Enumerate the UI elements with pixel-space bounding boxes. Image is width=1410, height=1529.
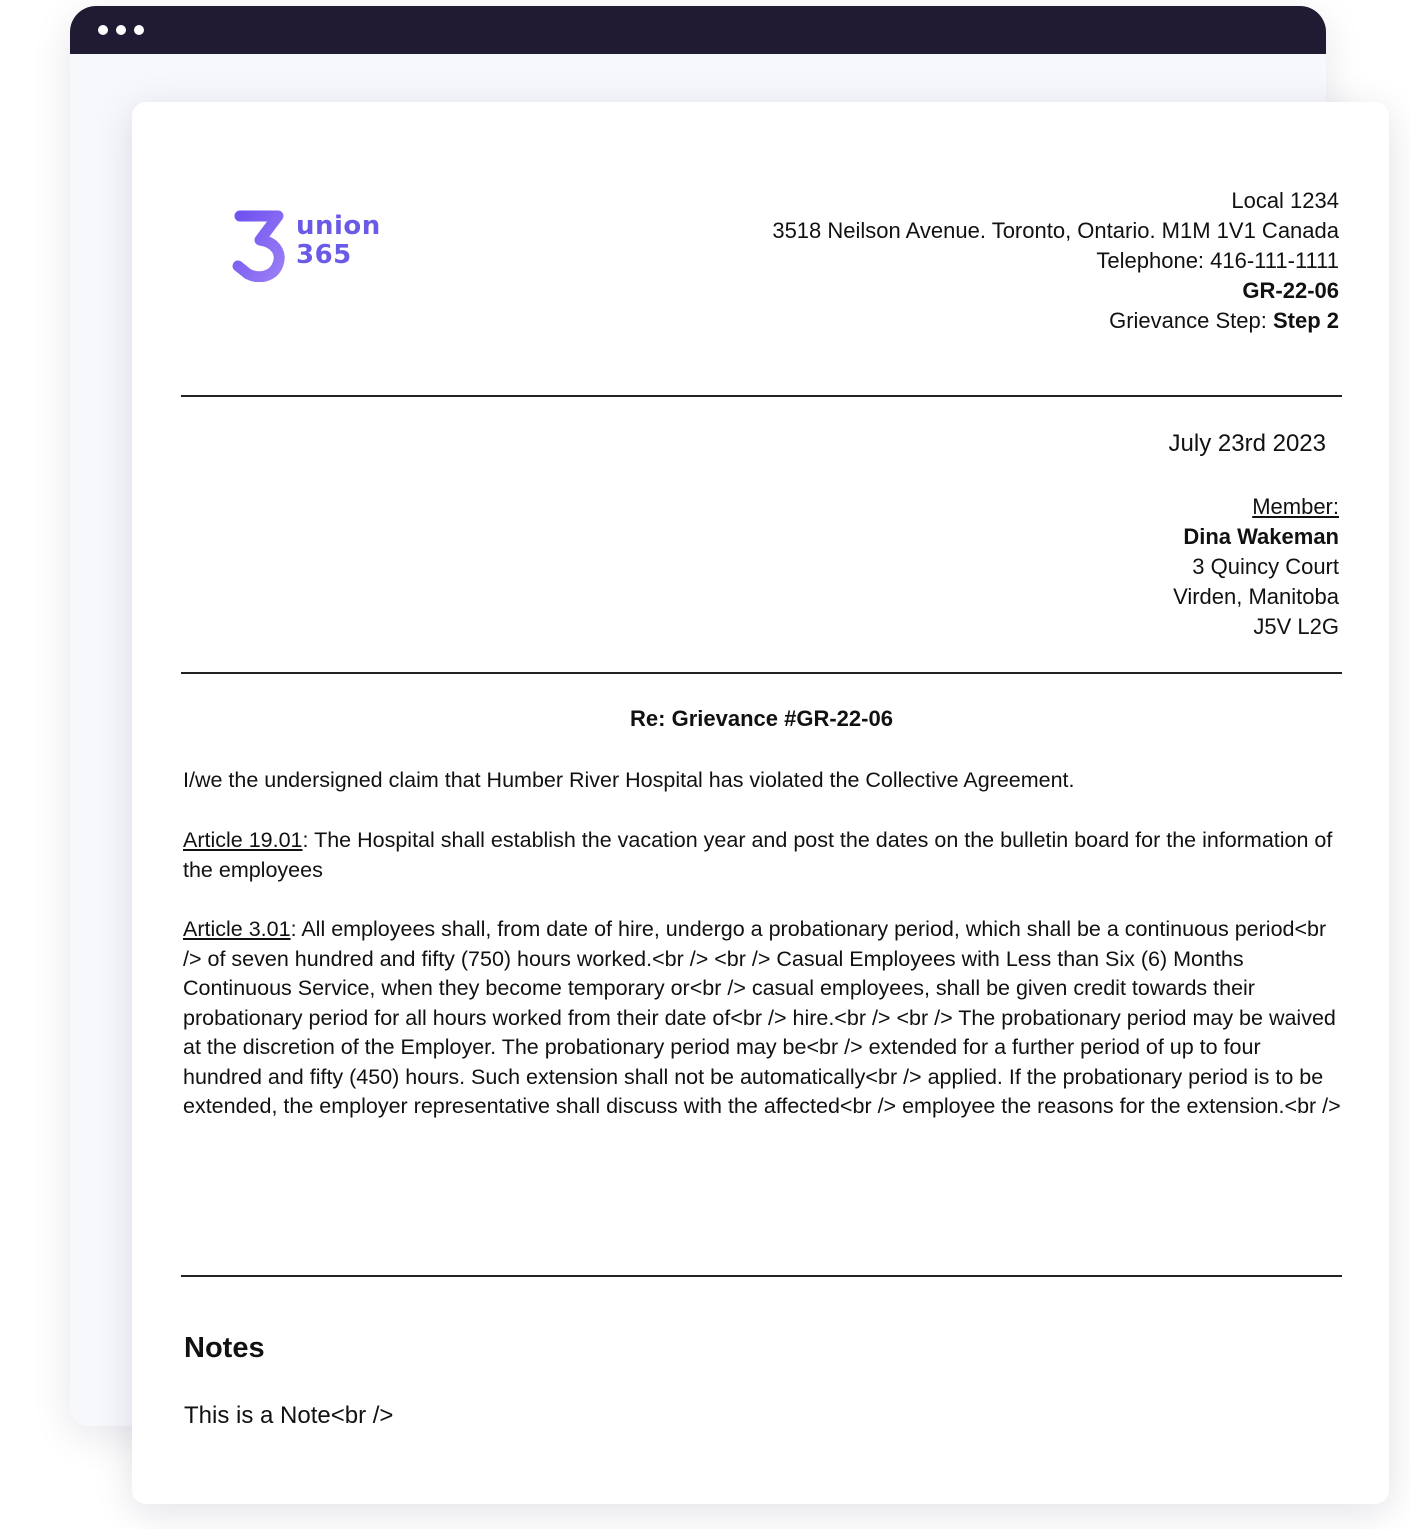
logo-wordmark xyxy=(296,212,381,270)
letter-date: July 23rd 2023 xyxy=(1168,430,1326,457)
member-address-block xyxy=(1173,492,1339,642)
window-dot-icon xyxy=(134,25,144,35)
member-city: Virden, Manitoba xyxy=(1173,584,1339,609)
union365-logo-icon xyxy=(232,206,288,282)
union-address: 3518 Neilson Avenue. Toronto, Ontario. M1M 1V1 Canada xyxy=(772,218,1339,243)
article-paragraph xyxy=(183,826,1343,885)
window-dot-icon xyxy=(116,25,126,35)
local-name: Local 1234 xyxy=(1231,188,1339,213)
divider xyxy=(181,395,1342,397)
union365-logo xyxy=(232,206,392,282)
letter-subject: Re: Grievance #GR-22-06 xyxy=(630,706,893,731)
member-postal: J5V L2G xyxy=(1253,614,1339,639)
article-reference: Article 3.01 xyxy=(183,917,291,941)
article-text: : The Hospital shall establish the vacation year and post the dates on the bulletin board for the information of the employees xyxy=(183,828,1333,882)
article-reference: Article 19.01 xyxy=(183,828,303,852)
divider xyxy=(181,672,1342,674)
claim-paragraph: I/we the undersigned claim that Humber River Hospital has violated the Collective Agreement. xyxy=(183,768,1075,792)
divider xyxy=(181,1275,1342,1277)
grievance-step-label: Grievance Step: xyxy=(1109,308,1267,333)
article-paragraph xyxy=(183,915,1343,1122)
logo-line2: 365 xyxy=(296,240,352,270)
browser-title-bar xyxy=(70,6,1326,54)
member-label: Member: xyxy=(1252,494,1339,519)
notes-text: This is a Note<br /> xyxy=(184,1402,394,1429)
grievance-id: GR-22-06 xyxy=(1242,278,1339,303)
grievance-document xyxy=(132,102,1389,1504)
union-telephone: Telephone: 416-111-1111 xyxy=(1096,248,1339,273)
member-street: 3 Quincy Court xyxy=(1192,554,1339,579)
member-name: Dina Wakeman xyxy=(1183,524,1339,549)
article-text: : All employees shall, from date of hire, undergo a probationary period, which shall be a continuous period<br /> of seven hundred and fifty (750) hours worked.<br /> <br /> Casual Employees with Less than Six (6) Months Continuous Service, when they become temporary or<br /> casual employees, shall be given credit towards their probationary period for all hours worked from their date of<br /> hire.<br /> <br /> The probationary period may be waived at the discretion of the Employer. The probationary period may be<br /> extended for a further period of up to four hundred and fifty (450) hours. Such extension shall not be automatically<br /> applied. If the probationary period is to be extended, the employer representative shall discuss with the affected<br /> employee the reasons for the extension.<br /> xyxy=(183,917,1341,1118)
window-dot-icon xyxy=(98,25,108,35)
grievance-step-value: Step 2 xyxy=(1272,308,1339,333)
notes-heading: Notes xyxy=(184,1332,265,1364)
union-address-block xyxy=(772,186,1339,336)
logo-line1: union xyxy=(296,211,381,241)
grievance-step xyxy=(772,306,1339,336)
